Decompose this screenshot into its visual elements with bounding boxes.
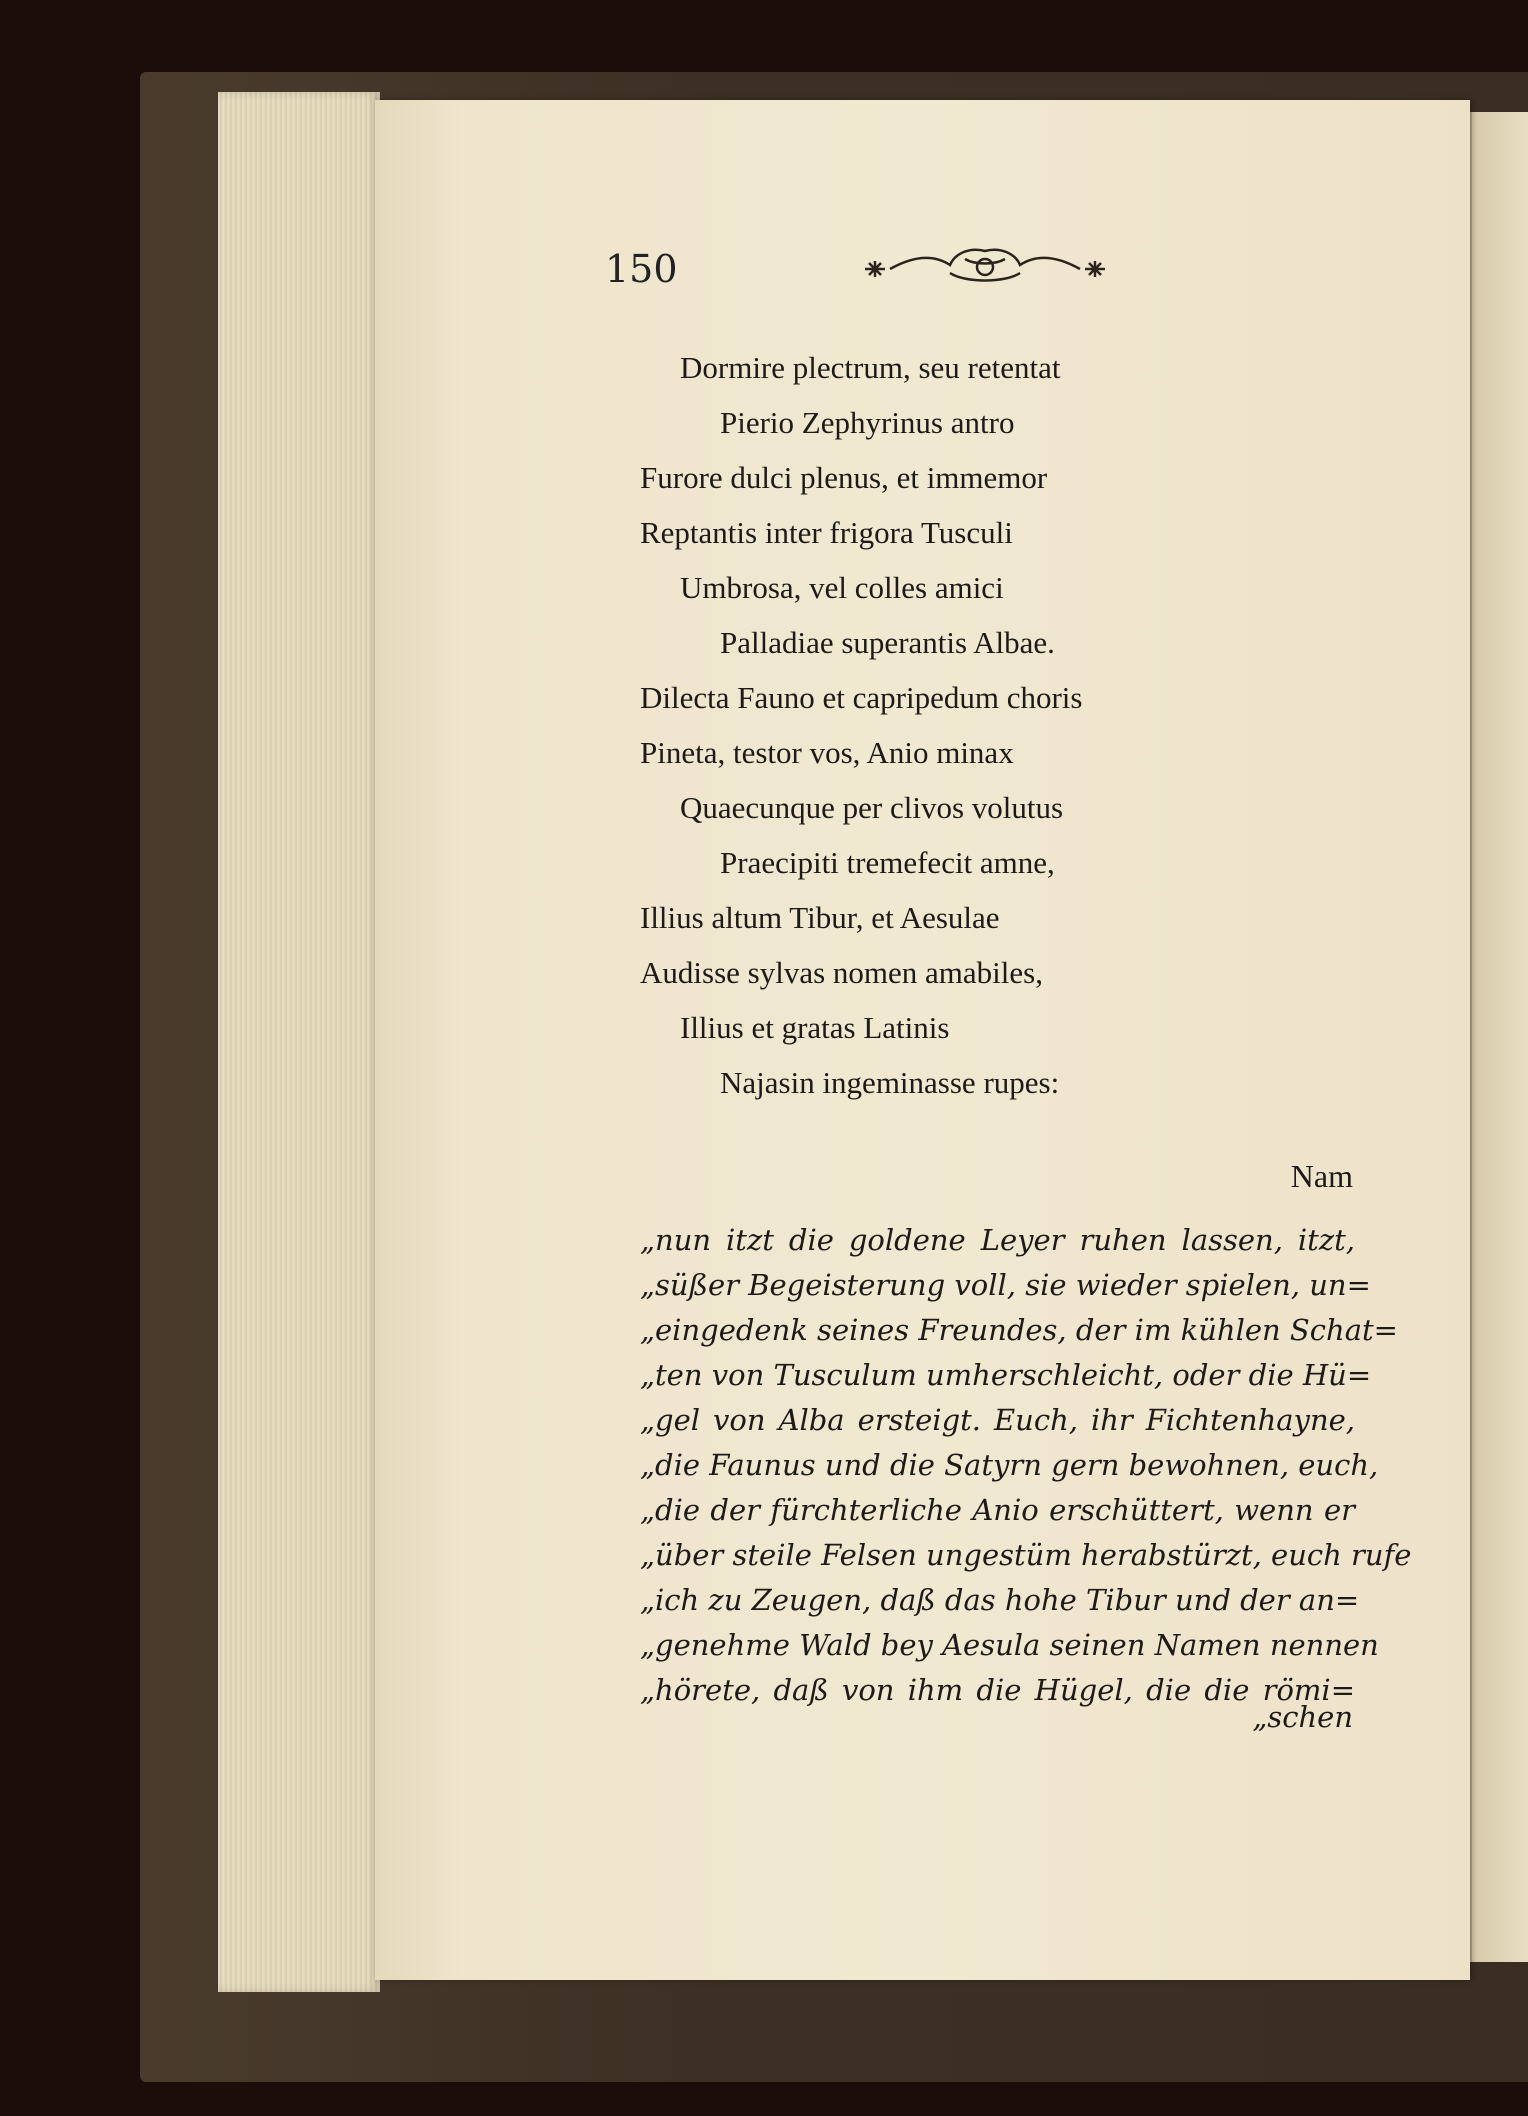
- page-number: 150: [605, 247, 678, 291]
- verse-line: Praecipiti tremefecit amne,: [720, 845, 1055, 880]
- verse-line: Dormire plectrum, seu retentat: [680, 350, 1061, 385]
- prose-line: „eingedenk seines Freundes, der im kühlen Schat=: [640, 1313, 1398, 1347]
- ornament-icon: [845, 235, 1125, 295]
- latin-poem: [640, 340, 1360, 1110]
- verse-line: Umbrosa, vel colles amici: [680, 570, 1004, 605]
- verse-line: Najasin ingeminasse rupes:: [720, 1065, 1060, 1100]
- catchword-verse: Nam: [1290, 1158, 1353, 1194]
- page-header: [605, 235, 1145, 305]
- german-translation: [640, 1218, 1412, 1713]
- verse-line: Audisse sylvas nomen amabiles,: [640, 955, 1043, 990]
- facing-page: [1470, 112, 1528, 1962]
- prose-line: „ich zu Zeugen, daß das hohe Tibur und der an=: [640, 1583, 1360, 1617]
- prose-line: „gel von Alba ersteigt. Euch, ihr Fichtenhayne,: [640, 1403, 1355, 1437]
- prose-line: „hörete, daß von ihm die Hügel, die die römi=: [640, 1673, 1355, 1707]
- prose-line: „nun itzt die goldene Leyer ruhen lassen, itzt,: [640, 1223, 1355, 1257]
- verse-line: Dilecta Fauno et capripedum choris: [640, 680, 1083, 715]
- verse-line: Pierio Zephyrinus antro: [720, 405, 1015, 440]
- verse-line: Reptantis inter frigora Tusculi: [640, 515, 1013, 550]
- verse-line: Furore dulci plenus, et immemor: [640, 460, 1048, 495]
- prose-line: „die Faunus und die Satyrn gern bewohnen, euch,: [640, 1448, 1379, 1482]
- verse-line: Pineta, testor vos, Anio minax: [640, 735, 1014, 770]
- verse-line: Illius altum Tibur, et Aesulae: [640, 900, 1000, 935]
- catchword-prose: „schen: [1252, 1700, 1353, 1734]
- verse-line: Illius et gratas Latinis: [680, 1010, 950, 1045]
- verse-line: Quaecunque per clivos volutus: [680, 790, 1064, 825]
- verse-line: Palladiae superantis Albae.: [720, 625, 1055, 660]
- prose-line: „über steile Felsen ungestüm herabstürzt, euch rufe: [640, 1538, 1412, 1572]
- prose-line: „ten von Tusculum umherschleicht, oder die Hü=: [640, 1358, 1372, 1392]
- prose-line: „die der fürchterliche Anio erschüttert, wenn er: [640, 1493, 1355, 1527]
- page-edges: [218, 92, 380, 1992]
- prose-line: „genehme Wald bey Aesula seinen Namen nennen: [640, 1628, 1379, 1662]
- prose-line: „süßer Begeisterung voll, sie wieder spielen, un=: [640, 1268, 1371, 1302]
